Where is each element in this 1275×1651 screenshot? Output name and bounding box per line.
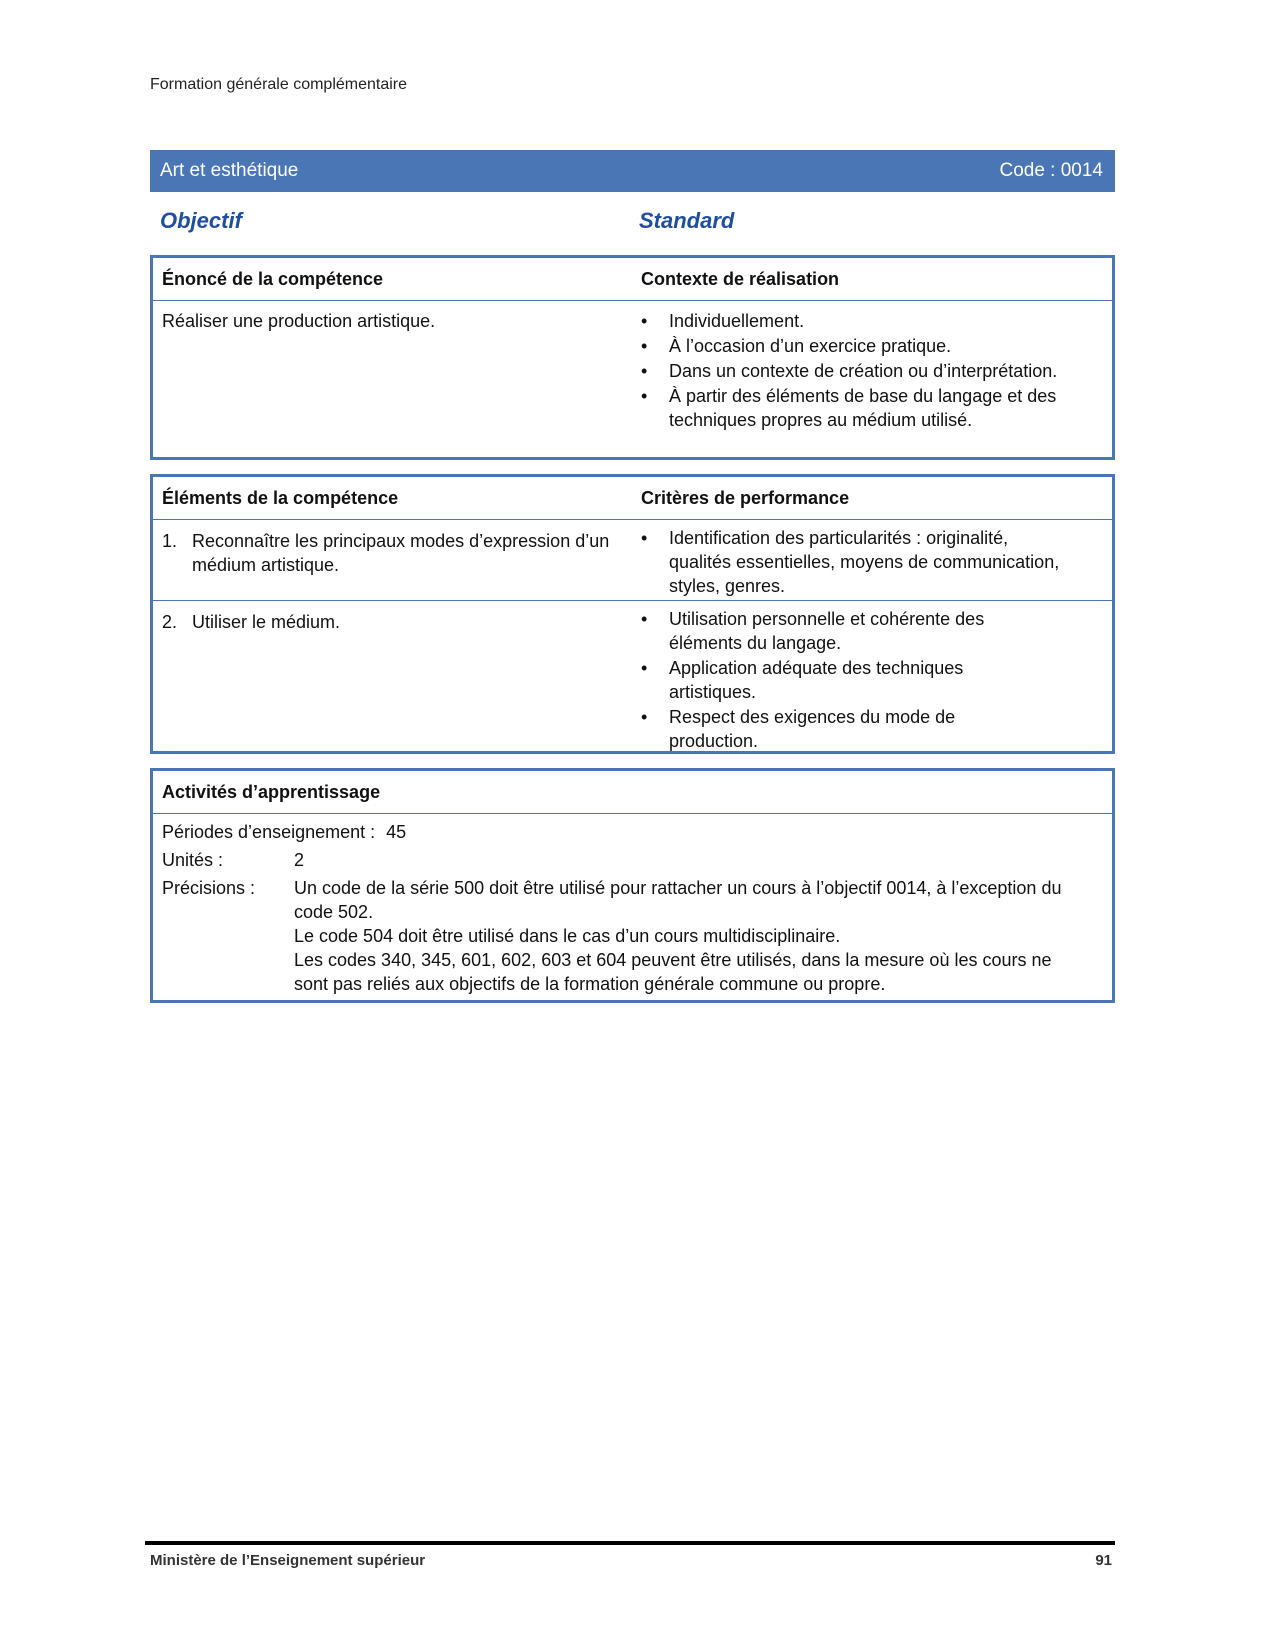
periods-value: 45: [386, 822, 407, 842]
objective-standard-row: [160, 208, 1100, 238]
criteria-list-2: [641, 607, 1036, 754]
footer-rule: [145, 1541, 1115, 1545]
element-row-1: [153, 520, 1112, 600]
context-item: • À l’occasion d’un exercice pratique.: [641, 334, 1081, 358]
standard-label: Standard: [639, 208, 735, 233]
context-item: • Dans un contexte de création ou d’interprétation.: [641, 359, 1081, 383]
criteria-heading: Critères de performance: [641, 488, 850, 508]
page-number: 91: [1095, 1552, 1112, 1569]
context-heading: Contexte de réalisation: [641, 269, 840, 289]
context-item: • Individuellement.: [641, 309, 1081, 333]
competence-box: [150, 255, 1115, 460]
section-header: Formation générale complémentaire: [150, 76, 408, 93]
precisions-line: [162, 876, 1103, 996]
precisions-text: [294, 876, 1084, 996]
footer-ministry: Ministère de l’Enseignement supérieur: [150, 1552, 426, 1569]
element-number: 2.: [162, 612, 178, 632]
periods-label: Périodes d’enseignement :: [162, 822, 376, 842]
element-text: Reconnaître les principaux modes d’expression d’un médium artistique.: [192, 531, 610, 575]
elements-box-header: [153, 477, 1112, 520]
precision-item: Un code de la série 500 doit être utilisé pour rattacher un cours à l’objectif 0014, à l’exception du code 502.: [294, 878, 1062, 922]
element-text: Utiliser le médium.: [192, 612, 341, 632]
units-line: [162, 848, 1103, 876]
element-number: 1.: [162, 531, 178, 551]
precision-item: Les codes 340, 345, 601, 602, 603 et 604 peuvent être utilisés, dans la mesure où les cours ne sont pas reliés aux objectifs de la formation générale commune ou propre.: [294, 950, 1052, 994]
units-label: Unités :: [162, 850, 224, 870]
periods-line: [162, 820, 1103, 848]
criteria-list-1: [641, 526, 1071, 599]
elements-box: [150, 474, 1115, 754]
precisions-label: Précisions :: [162, 878, 256, 898]
criteria-item: • Utilisation personnelle et cohérente des éléments du langage.: [641, 607, 1036, 655]
units-value: 2: [294, 850, 305, 870]
activities-box: [150, 768, 1115, 1003]
precision-item: Le code 504 doit être utilisé dans le cas d’un cours multidisciplinaire.: [294, 926, 841, 946]
criteria-item: • Application adéquate des techniques artistiques.: [641, 656, 1036, 704]
objectif-label: Objectif: [160, 208, 242, 233]
competence-box-header: [153, 258, 1112, 301]
activities-box-header: [153, 771, 1112, 814]
page-title: Art et esthétique: [160, 160, 299, 181]
footer: [150, 1552, 1112, 1569]
element-1: [162, 529, 632, 577]
criteria-item: • Respect des exigences du mode de production.: [641, 705, 1036, 753]
element-row-2: [153, 600, 1112, 751]
elements-heading: Éléments de la compétence: [162, 488, 399, 508]
context-item: • À partir des éléments de base du langage et des techniques propres au médium utilisé.: [641, 384, 1081, 432]
criteria-item: • Identification des particularités : originalité, qualités essentielles, moyens de communication, styles, genres.: [641, 526, 1071, 598]
element-2: [162, 610, 632, 634]
title-bar: [150, 150, 1115, 192]
competence-statement-heading: Énoncé de la compétence: [162, 269, 384, 289]
activities-heading: Activités d’apprentissage: [162, 782, 381, 802]
objective-code: Code : 0014: [999, 160, 1103, 181]
context-list: [641, 309, 1081, 433]
competence-statement: Réaliser une production artistique.: [162, 311, 436, 331]
